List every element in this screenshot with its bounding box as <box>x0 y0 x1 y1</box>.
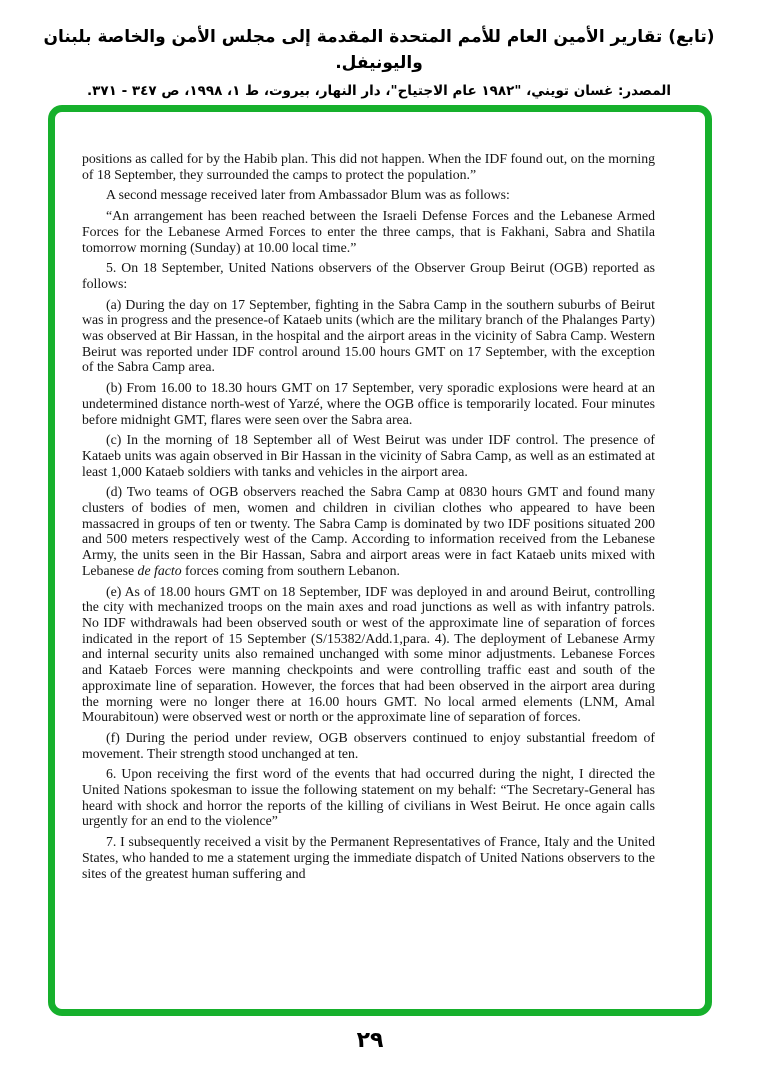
text-segment: (d) Two teams of OGB observers reached the Sabra Camp at 0830 hours GMT and found many clusters of bodies of men, women and children in civilian clothes who appeared to have been massacred in groups of ten or twenty. The Sabra Camp is dominated by two IDF positions situated 200 and 500 meters respectively west of the Camp. According to information received from the Lebanese Army, the units seen in the Bir Hassan, Sabra and airport areas were in fact Kataeb units mixed with Lebanese <box>82 484 655 578</box>
header-title: (تابع) تقارير الأمين العام للأمم المتحدة المقدمة إلى مجلس الأمن والخاصة بلبنان واليونيفل. <box>43 27 715 73</box>
paragraph <box>82 730 655 761</box>
paragraph <box>82 766 655 829</box>
paragraph <box>82 260 655 291</box>
text-segment: A second message received later from Ambassador Blum was as follows: <box>106 187 510 203</box>
paragraph <box>82 432 655 479</box>
text-segment: 7. I subsequently received a visit by the Permanent Representatives of France, Italy and the United States, who handed to me a statement urging the immediate dispatch of United Nations observers to the sites of the greatest human suffering and <box>82 834 655 881</box>
text-segment: positions as called for by the Habib plan. This did not happen. When the IDF found out, on the morning of 18 September, they surrounded the camps to protect the population.” <box>82 151 655 182</box>
page-number: ٢٩ <box>356 1028 384 1053</box>
green-border-frame <box>48 105 712 1016</box>
paragraph <box>82 208 655 255</box>
text-segment: (c) In the morning of 18 September all of West Beirut was under IDF control. The presence of Kataeb units was again observed in Bir Hassan in the vicinity of Sabra Camp, as well as an estimated at least 1,000 Kataeb soldiers with tanks and vehicles in the airport area. <box>82 432 655 479</box>
text-segment: forces coming from southern Lebanon. <box>181 562 400 578</box>
header-source-citation: المصدر: غسان تويني، "١٩٨٢ عام الاجتياح"، دار النهار، بيروت، ط ١، ١٩٩٨، ص ٣٤٧ - ٣٧١. <box>87 83 671 99</box>
paragraph <box>82 584 655 725</box>
text-segment: (b) From 16.00 to 18.30 hours GMT on 17 September, very sporadic explosions were heard at an undetermined distance north-west of Yarzé, where the OGB office is temporarily located. Four minutes before midnight GMT, flares were seen over the Sabra area. <box>82 380 655 427</box>
paragraph <box>82 297 655 376</box>
document-body <box>62 119 698 1002</box>
paragraph <box>82 484 655 578</box>
text-segment: (a) During the day on 17 September, fighting in the Sabra Camp in the southern suburbs of Beirut was in progress and the presence-of Kataeb units (which are the military branch of the Phalanges Party) was observed at Bir Hassan, in the hospital and the airport areas in the vicinity of Sabra Camp. Western Beirut was reported under IDF control around 15.00 hours GMT on 17 September, with the exception of the Sabra Camp area. <box>82 296 655 375</box>
text-segment: 5. On 18 September, United Nations observers of the Observer Group Beirut (OGB) reported as follows: <box>82 260 655 291</box>
paragraph <box>82 187 655 203</box>
paragraph <box>82 151 655 182</box>
paragraph <box>82 380 655 427</box>
arabic-header <box>0 24 758 102</box>
text-segment: (f) During the period under review, OGB observers continued to enjoy substantial freedom of movement. Their strength stood unchanged at ten. <box>82 729 655 761</box>
text-segment: 6. Upon receiving the first word of the events that had occurred during the night, I directed the United Nations spokesman to issue the following statement on my behalf: “The Secretary-General has heard with shock and horror the reports of the killing of civilians in West Beirut. He once again calls urgently for an end to the violence” <box>82 766 655 829</box>
text-segment: “An arrangement has been reached between the Israeli Defense Forces and the Lebanese Armed Forces for the Lebanese Armed Forces to enter the three camps, that is Fakhani, Sabra and Shatila tomorrow morning (Sunday) at 10.00 local time.” <box>82 208 655 255</box>
paragraph <box>82 834 655 881</box>
italic-text-segment: de facto <box>137 562 182 578</box>
text-segment: (e) As of 18.00 hours GMT on 18 September, IDF was deployed in and around Beirut, controlling the city with mechanized troops on the main axes and road junctions as well as with infantry patrols. No IDF withdrawals had been observed south or west of the approximate line of separation of forces indicated in the report of 15 September (S/15382/Add.1,para. 4). The deployment of Lebanese Army and internal security units also remained unchanged with some minor adjustments. Lebanese Forces and Kataeb Forces were manning checkpoints and were controlling traffic east and south of the approximate line of separation. However, the forces that had been observed in the airport area during the morning were no longer there at 16.00 hours GMT. No local armed elements (LNM, Amal Mourabitoun) were observed west or north or the approximate line of separation of forces. <box>82 583 655 725</box>
